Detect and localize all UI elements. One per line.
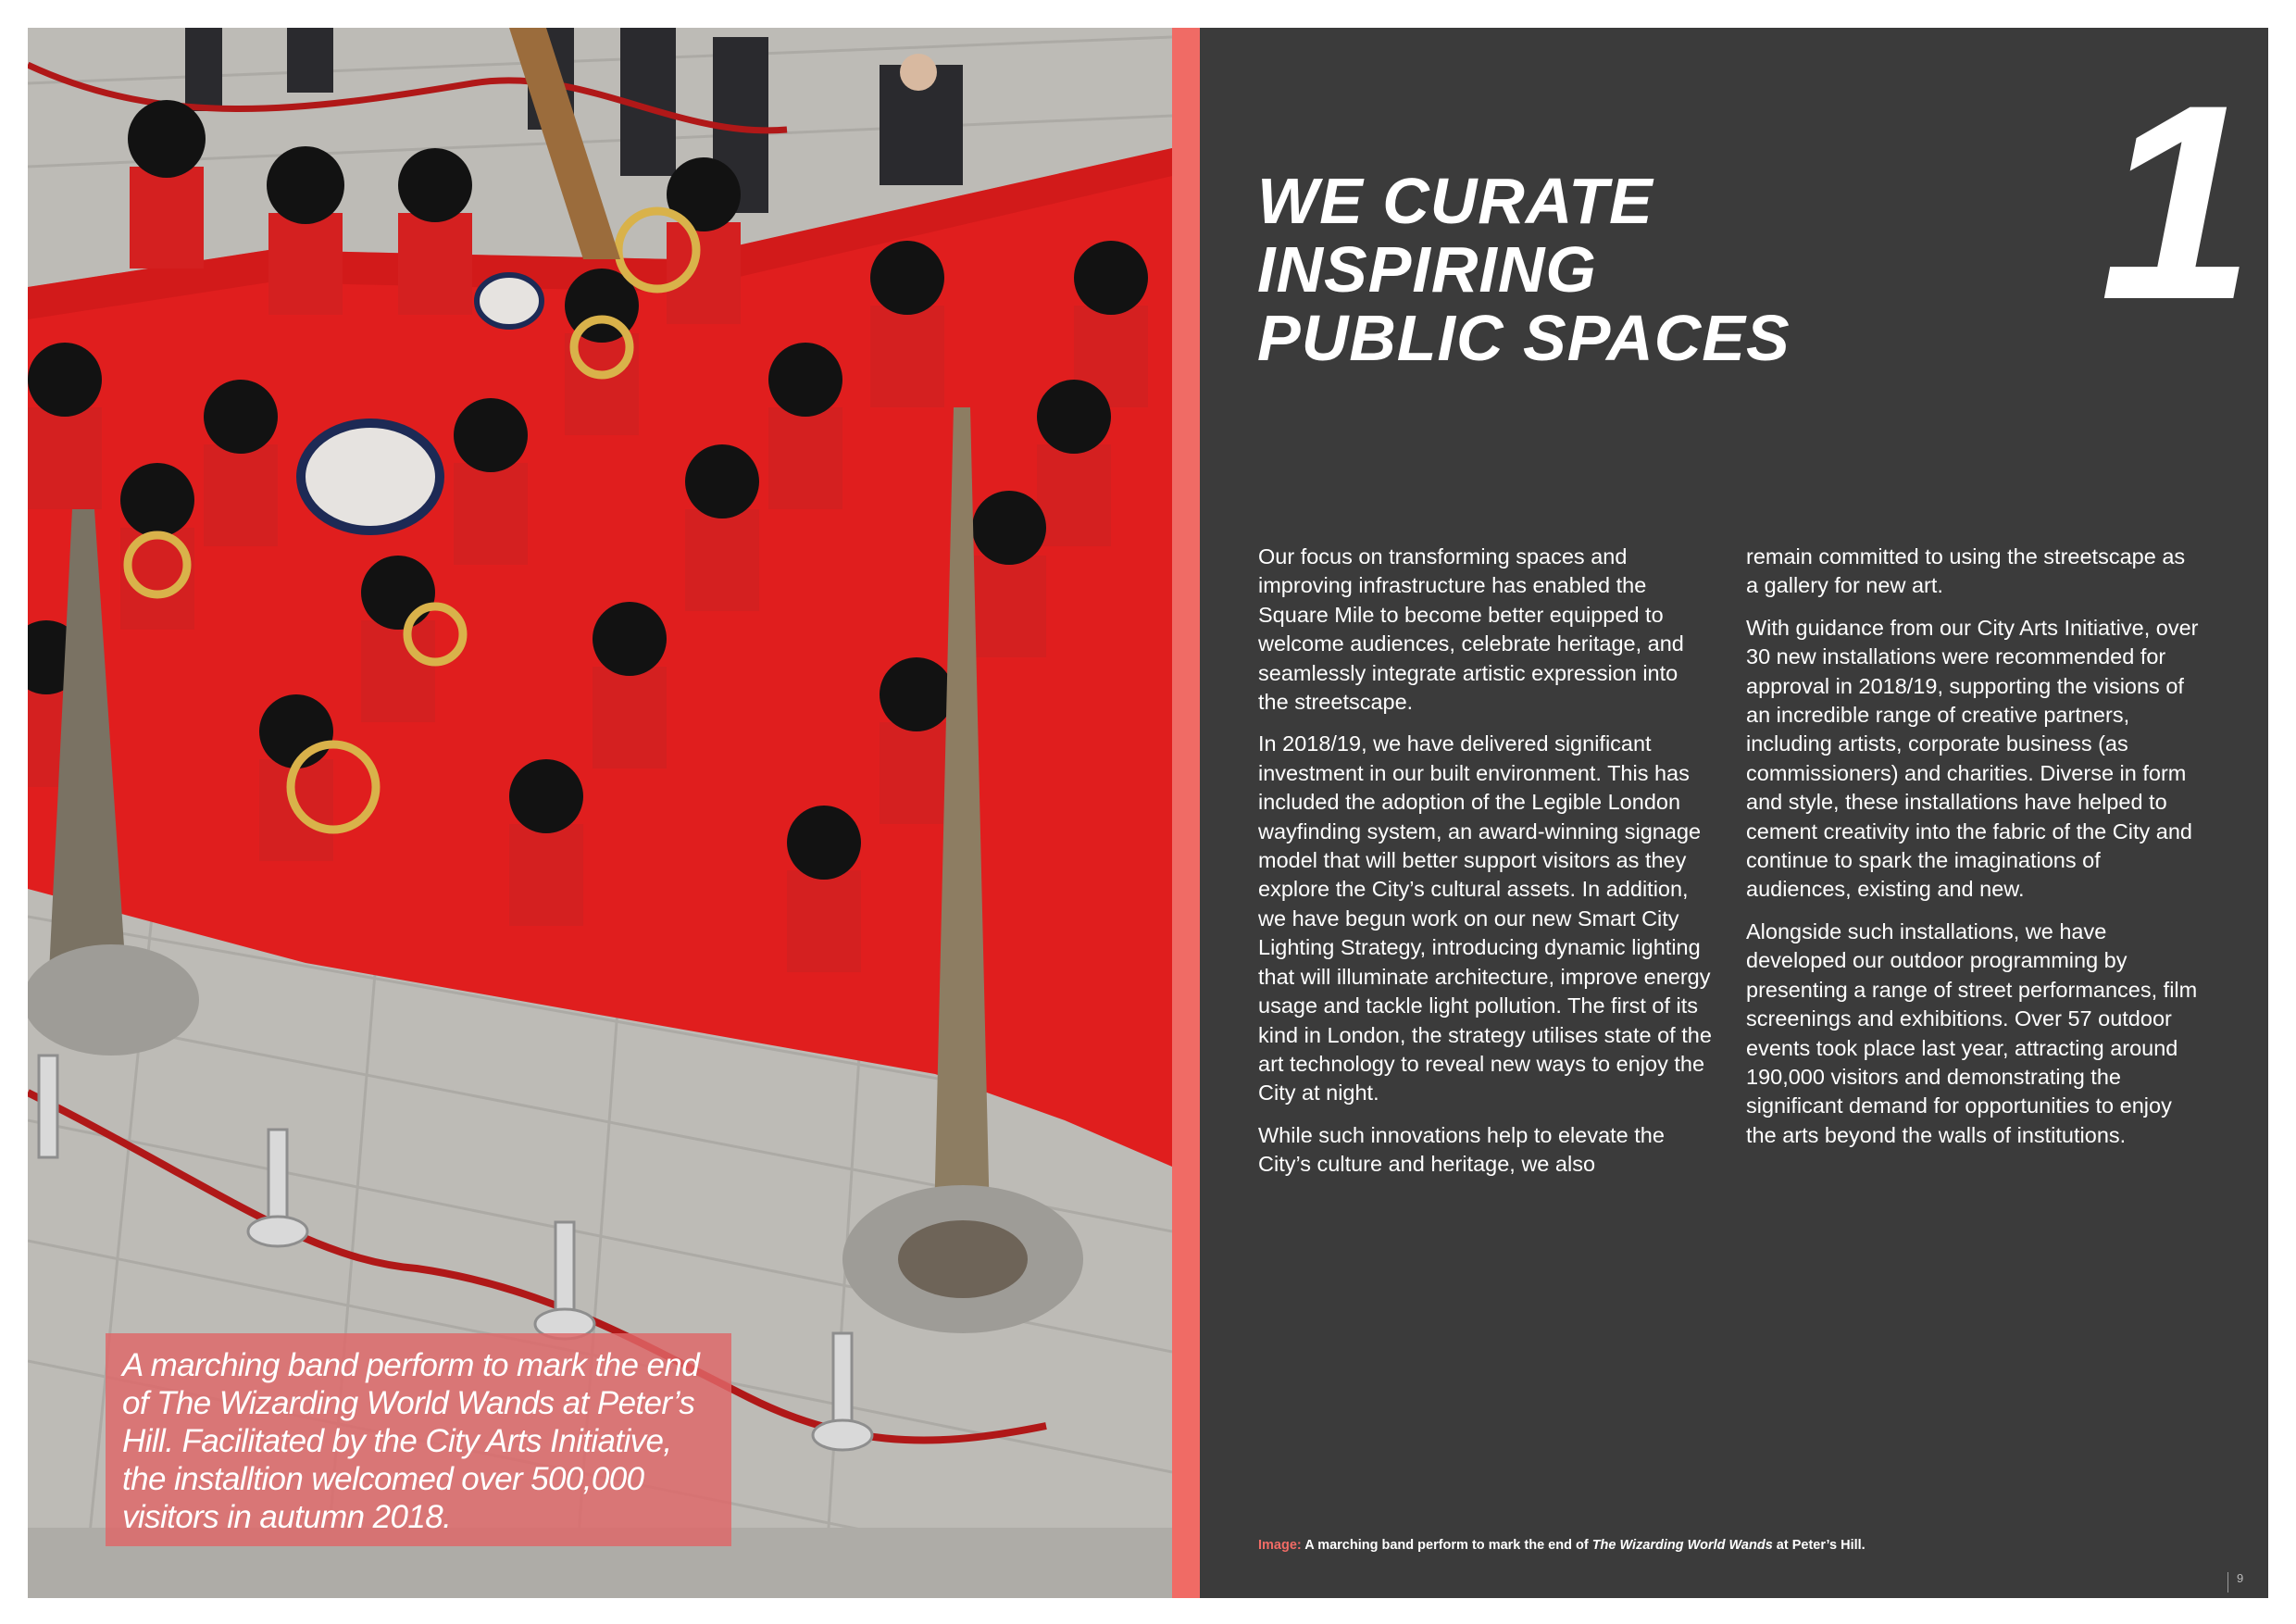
- body-column-right: [1746, 543, 2200, 1163]
- content-panel: [1200, 28, 2268, 1598]
- image-credit-title: The Wizarding World Wands: [1591, 1538, 1773, 1553]
- body-column-left: [1258, 543, 1712, 1193]
- section-title: [1257, 167, 1961, 372]
- band-photo: [28, 28, 1172, 1598]
- body-paragraph: remain committed to using the streetscape as a gallery for new art.: [1746, 544, 2186, 598]
- accent-divider: [1172, 28, 1200, 1598]
- photo-caption: A marching band perform to mark the end of The Wizarding World Wands at Peter’s Hill. Facilitated by the City Arts Initiative, the installtion welcomed over 500,000 visitors in autumn 2018.: [122, 1347, 700, 1535]
- page-number: 9: [2237, 1571, 2244, 1585]
- body-paragraph: In 2018/19, we have delivered significant investment in our built environment. This has included the adoption of the Legible London wayfinding system, an award-winning signage model that will better support visitors as they explore the City’s cultural assets. In addition, we have begun work on our new Smart City Lighting Strategy, introducing dynamic lighting that will illuminate architecture, improve energy usage and tackle light pollution. The first of its kind in London, the strategy utilises state of the art technology to reveal new ways to enjoy the City at night.: [1258, 731, 1712, 1106]
- image-credit-text-end: at Peter’s Hill.: [1772, 1538, 1866, 1553]
- section-title-line1: WE CURATE INSPIRING: [1257, 165, 1653, 306]
- body-paragraph: Our focus on transforming spaces and improving infrastructure has enabled the Square Mile to become better equipped to welcome audiences, celebrate heritage, and seamlessly integrate artistic expression into the streetscape.: [1258, 544, 1684, 715]
- image-credit-label: Image:: [1258, 1538, 1302, 1553]
- body-paragraph: With guidance from our City Arts Initiative, over 30 new installations were recommended for approval in 2018/19, supporting the visions of an incredible range of creative partners, including artists, corporate business (as commissioners) and charities. Diverse in form and style, these installations have helped to cement creativity into the fabric of the City and continue to spark the imaginations of audiences, existing and new.: [1746, 615, 2199, 902]
- section-title-line2: PUBLIC SPACES: [1257, 302, 1791, 374]
- image-credit-text: A marching band perform to mark the end of: [1301, 1538, 1592, 1553]
- page-number-rule: [2227, 1572, 2228, 1593]
- image-credit: [1258, 1538, 1866, 1553]
- body-paragraph: Alongside such installations, we have developed our outdoor programming by presenting a range of street performances, film screenings and exhibitions. Over 57 outdoor events took place last year, attracting around 190,000 visitors and demonstrating the significant demand for opportunities to enjoy the arts beyond the walls of institutions.: [1746, 918, 2198, 1147]
- section-number: 1: [2100, 46, 2254, 357]
- photo-caption-box: [106, 1333, 731, 1546]
- body-paragraph: While such innovations help to elevate the City’s culture and heritage, we also: [1258, 1122, 1665, 1177]
